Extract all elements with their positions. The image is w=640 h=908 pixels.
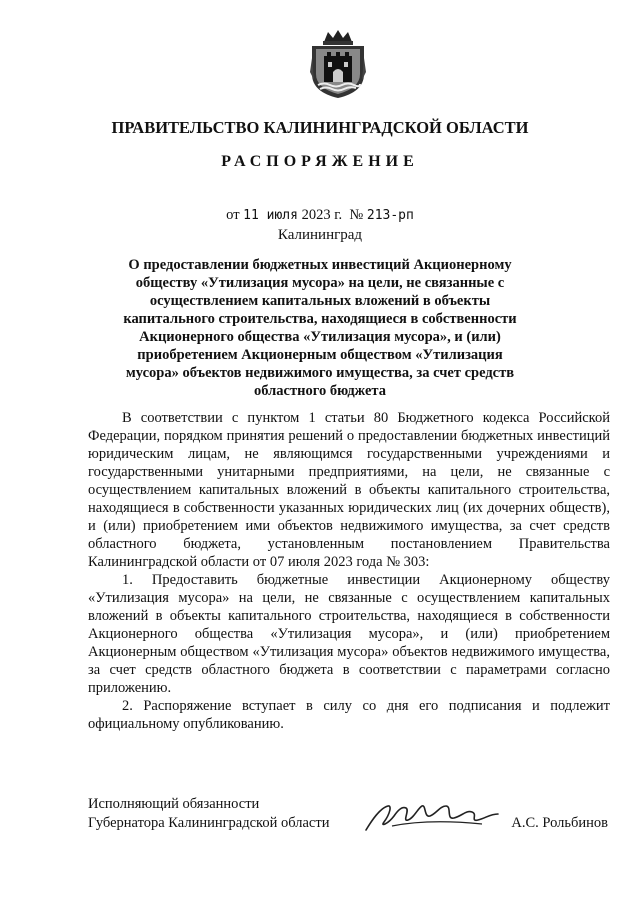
signatory-title-line-2: Губернатора Калининградской области [88,815,330,831]
document-city: Калининград [277,227,363,243]
signatory-name: А.С. Рольбинов [511,815,608,831]
coat-of-arms-icon [304,28,372,100]
signatory-title-line-1: Исполняющий обязанности [88,796,260,812]
signatory-title [88,795,329,833]
number-prefix: № [349,207,364,223]
document-date-line [0,207,640,224]
handwritten-signature-icon [362,800,502,834]
organization-title: ПРАВИТЕЛЬСТВО КАЛИНИНГРАДСКОЙ ОБЛАСТИ [111,118,529,137]
preamble-paragraph: В соответствии с пунктом 1 статьи 80 Бюджетного кодекса Российской Федерации, порядком принятия решений о предоставлении бюджетных инвестиций юридическим лицам, не являющимся государственными учреждениями и государственными унитарными предприятиями, на цели, не связанные с осуществлением капитальных вложений в объекты капитального строительства, находящиеся в собственности указанных юридических лиц (их дочерних обществ), и (или) приобретением ими объектов недвижимого имущества, за счет средств областного бюджета, установленным постановлением Правительства Калининградской области от 07 июля 2023 года № 303: [88,410,610,570]
document-type: РАСПОРЯЖЕНИЕ [221,153,419,170]
date-prefix: от [226,207,240,223]
document-date: 11 июля [243,208,298,223]
document-number: 213-рп [366,208,414,223]
document-subject: О предоставлении бюджетных инвестиций Акционерному обществу «Утилизация мусора» на цели, не связанные с осуществлением капитальных вложений в объекты капитального строительства, находящиеся в собственности Акционерного общества «Утилизация мусора», и (или) приобретением Акционерным обществом «Утилизация мусора» объектов недвижимого имущества, за счет средств областного бюджета [123,257,517,399]
document-year: 2023 г. [301,207,343,223]
document-body [88,409,610,733]
item-2-paragraph: 2. Распоряжение вступает в силу со дня его подписания и подлежит официальному опубликованию. [88,698,610,732]
item-1-paragraph: 1. Предоставить бюджетные инвестиции Акционерному обществу «Утилизация мусора» на цели, не связанные с осуществлением капитальных вложений в объекты капитального строительства, находящиеся в собственности Акционерного общества «Утилизация мусора», и (или) приобретением Акционерным обществом «Утилизация мусора» объектов недвижимого имущества, за счет средств областного бюджета в соответствии с параметрами согласно приложению. [88,572,610,696]
